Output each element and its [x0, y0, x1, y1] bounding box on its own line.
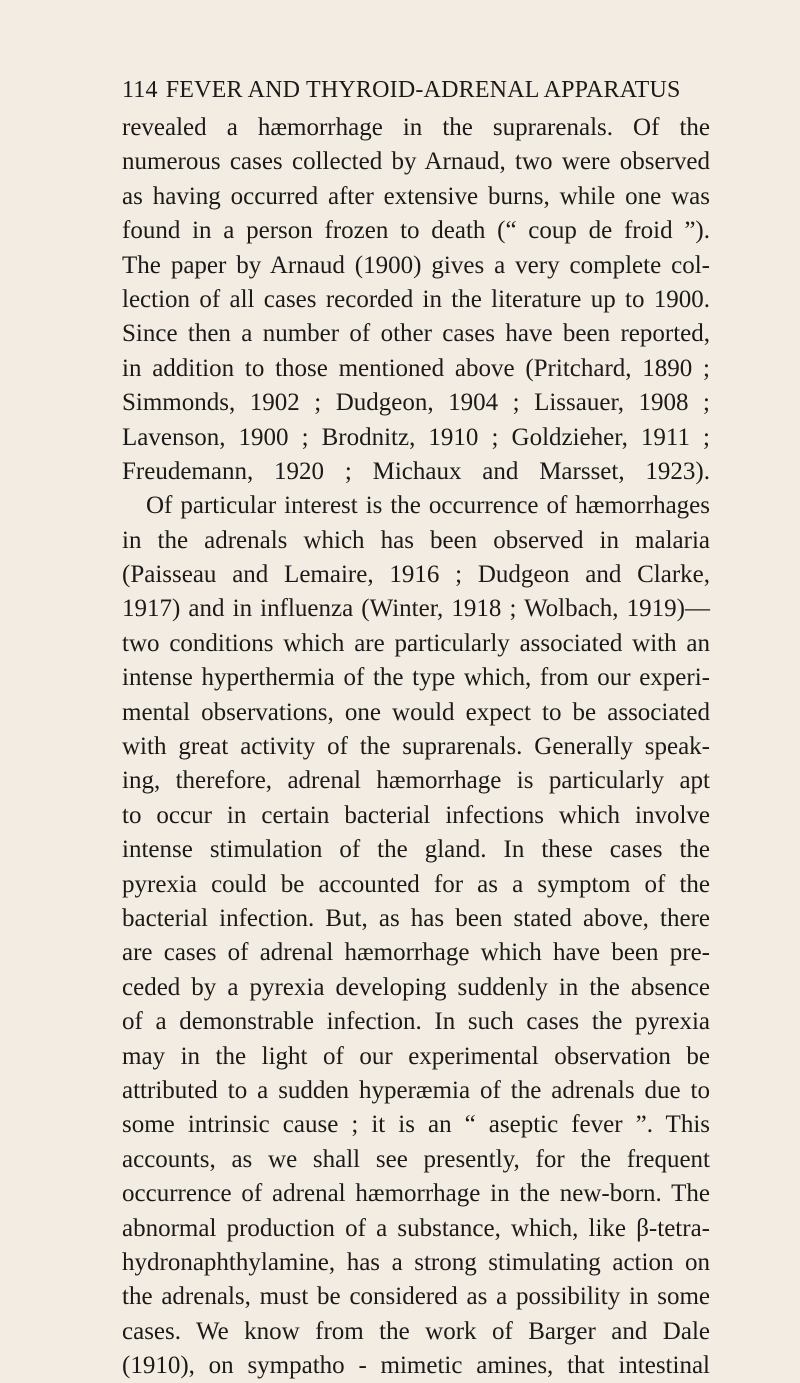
text-line: of a demonstrable infection. In such cases the pyrexia — [122, 1008, 710, 1036]
text-line: lection of all cases recorded in the literature up to 1900. — [122, 285, 710, 313]
text-line: (1910), on sympatho - mimetic amines, that intestinal — [122, 1352, 710, 1380]
text-line: Of particular interest is the occurrence of hæmorrhages — [146, 492, 710, 520]
text-line: to occur in certain bacterial infections which involve — [122, 801, 710, 829]
text-line: pyrexia could be accounted for as a symptom of the — [122, 870, 710, 898]
text-line: ceded by a pyrexia developing suddenly in the absence — [122, 973, 710, 1001]
text-line: (Paisseau and Lemaire, 1916 ; Dudgeon and Clarke, — [122, 561, 710, 589]
text-line: with great activity of the suprarenals. Generally speak- — [122, 733, 710, 761]
text-line: numerous cases collected by Arnaud, two were observed — [122, 148, 710, 176]
text-line: bacterial infection. But, as has been stated above, there — [122, 904, 710, 932]
text-line: Simmonds, 1902 ; Dudgeon, 1904 ; Lissauer, 1908 ; — [122, 389, 710, 417]
text-line: 1917) and in influenza (Winter, 1918 ; Wolbach, 1919)— — [122, 595, 710, 623]
text-line: Freudemann, 1920 ; Michaux and Marsset, 1923). — [122, 457, 710, 485]
text-line: the adrenals, must be considered as a possibility in some — [122, 1283, 710, 1311]
running-title: FEVER AND THYROID-ADRENAL APPARATUS — [165, 77, 681, 103]
text-line: The paper by Arnaud (1900) gives a very complete col- — [122, 251, 710, 279]
text-line: in addition to those mentioned above (Pritchard, 1890 ; — [122, 354, 710, 382]
text-line: cases. We know from the work of Barger and Dale — [122, 1317, 710, 1345]
text-line: in the adrenals which has been observed in malaria — [122, 526, 710, 554]
text-line: are cases of adrenal hæmorrhage which have been pre- — [122, 939, 710, 967]
text-line: occurrence of adrenal hæmorrhage in the new-born. The — [122, 1180, 710, 1208]
text-line: may in the light of our experimental observation be — [122, 1042, 710, 1070]
text-line: revealed a hæmorrhage in the suprarenals. Of the — [122, 114, 710, 141]
running-head — [122, 72, 722, 108]
text-line: intense stimulation of the gland. In these cases the — [122, 836, 710, 864]
page-number: 114 — [122, 77, 158, 103]
text-line: ing, therefore, adrenal hæmorrhage is particularly apt — [122, 767, 710, 795]
text-line: Since then a number of other cases have been reported, — [122, 320, 710, 348]
text-line: some intrinsic cause ; it is an “ aseptic fever ”. This — [122, 1111, 710, 1139]
text-line: intense hyperthermia of the type which, from our experi- — [122, 664, 710, 692]
text-line: Lavenson, 1900 ; Brodnitz, 1910 ; Goldzieher, 1911 ; — [122, 423, 710, 451]
text-line: attributed to a sudden hyperæmia of the adrenals due to — [122, 1076, 710, 1104]
text-line: two conditions which are particularly associated with an — [122, 629, 710, 657]
text-line: abnormal production of a substance, which, like β-tetra- — [122, 1214, 710, 1242]
text-line: as having occurred after extensive burns, while one was — [122, 182, 710, 210]
text-line: mental observations, one would expect to be associated — [122, 698, 710, 726]
text-line: found in a person frozen to death (“ coup de froid ”). — [122, 217, 710, 245]
body-text — [122, 111, 710, 1383]
text-line: hydronaphthylamine, has a strong stimulating action on — [122, 1248, 710, 1276]
text-line: accounts, as we shall see presently, for the frequent — [122, 1145, 710, 1173]
